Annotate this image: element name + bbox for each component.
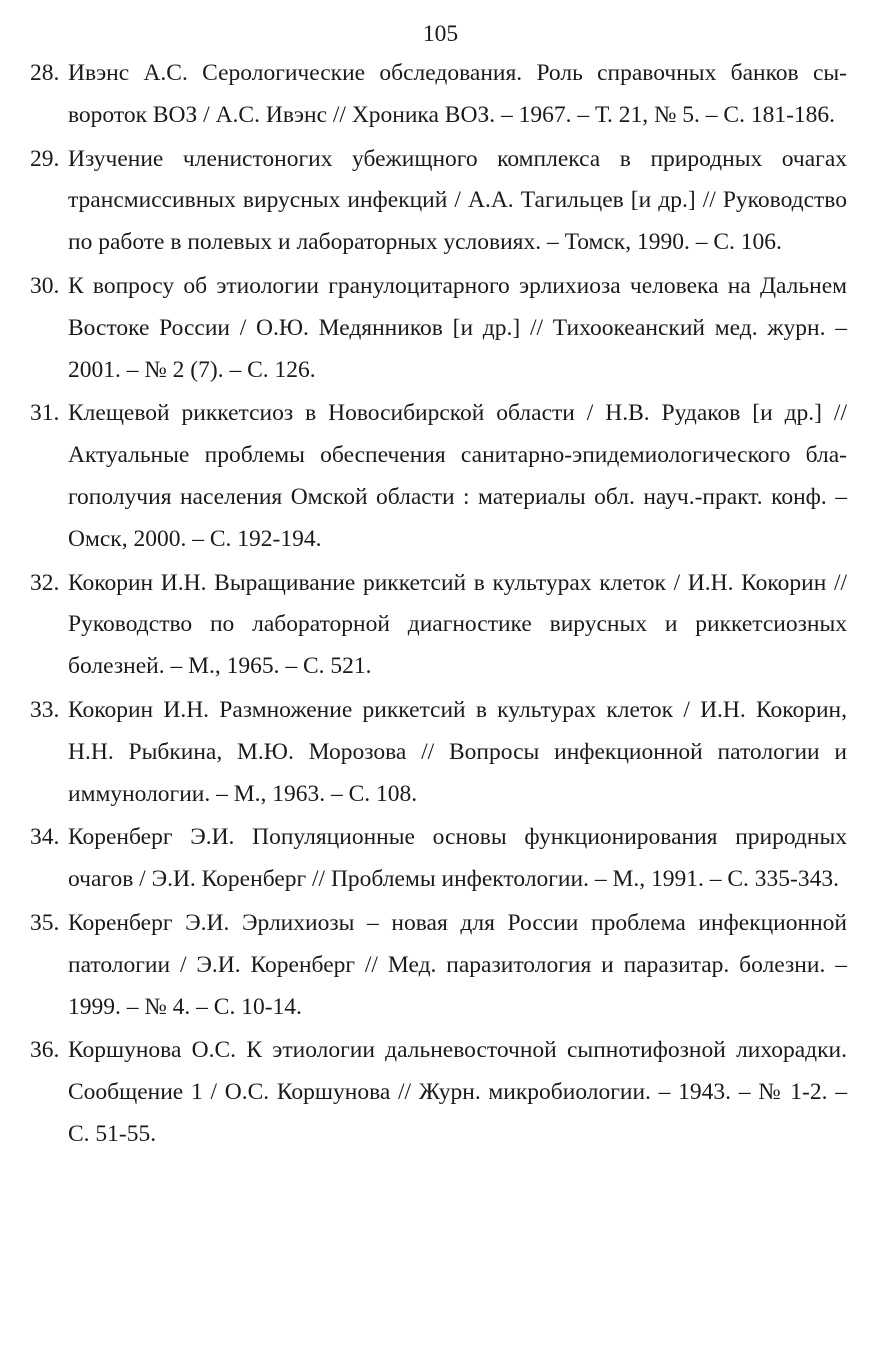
reference-number: 36. [30, 1037, 60, 1064]
reference-text: Кокорин И.Н. Выращивание риккетсий в культурах клеток / И.Н. Кокорин // Руководство по лабораторной диагностике вирусных и риккетсиозных болезней. – М., 1965. – С. 521. [68, 569, 847, 680]
reference-number: 35. [30, 909, 60, 936]
page-number: 105 [422, 21, 459, 47]
reference-item [30, 563, 847, 688]
reference-text: Коршунова О.С. К этиологии дальневосточной сыпнотифозной лихорадки. Сообщение 1 / О.С. Коршунова // Журн. микробиологии. – 1943. – № 1-2. – С. 51-55. [68, 1037, 847, 1147]
reference-item [30, 139, 847, 264]
reference-number: 30. [30, 272, 60, 299]
reference-text: Коренберг Э.И. Эрлихиозы – новая для России проблема инфекционной патологии / Э.И. Коренберг // Мед. паразитология и паразитар. болезни. – 1999. – № 4. – С. 10-14. [68, 909, 847, 1020]
reference-number: 32. [30, 569, 60, 596]
reference-item [30, 53, 847, 137]
reference-item [30, 817, 847, 901]
reference-item [30, 266, 847, 391]
reference-text: К вопросу об этиологии гранулоцитарного эрлихиоза человека на Дальнем Востоке России / О.Ю. Медянников [и др.] // Тихоокеанский мед. журн. – 2001. – № 2 (7). – С. 126. [68, 272, 847, 383]
reference-text: Клещевой риккетсиоз в Новосибирской области / Н.В. Рудаков [и др.] // Актуальные проблемы обеспечения санитарно-эпидемиологического благополучия населения Омской области : материалы обл. науч.-практ. конф. – Омск, 2000. – С. 192-194. [68, 400, 847, 552]
reference-item [30, 690, 847, 815]
reference-text: Коренберг Э.И. Популяционные основы функционирования природных очагов / Э.И. Коренберг // Проблемы инфектологии. – М., 1991. – С. 335-343. [68, 824, 847, 893]
reference-text: Кокорин И.Н. Размножение риккетсий в культурах клеток / И.Н. Кокорин, Н.Н. Рыбкина, М.Ю. Морозова // Вопросы инфекционной патологии и иммунологии. – М., 1963. – С. 108. [68, 696, 847, 807]
reference-number: 31. [30, 400, 60, 427]
reference-item [30, 393, 847, 560]
reference-text: Изучение членистоногих убежищного комплекса в природных очагах трансмиссивных вирусных инфекций / А.А. Тагильцев [и др.] // Руководство по работе в полевых и лабораторных условиях. – Томск, 1990. – С. 106. [68, 145, 847, 256]
reference-number: 33. [30, 696, 60, 723]
reference-text: Ивэнс А.С. Серологические обследования. Роль справочных банков сывороток ВОЗ / А.С. Ивэнс // Хроника ВОЗ. – 1967. – Т. 21, № 5. – С. 181-186. [68, 60, 847, 128]
reference-item [30, 903, 847, 1028]
reference-number: 29. [30, 145, 60, 172]
reference-number: 34. [30, 824, 60, 851]
reference-item [30, 1030, 847, 1155]
reference-number: 28. [30, 60, 60, 86]
reference-list [30, 53, 847, 1158]
